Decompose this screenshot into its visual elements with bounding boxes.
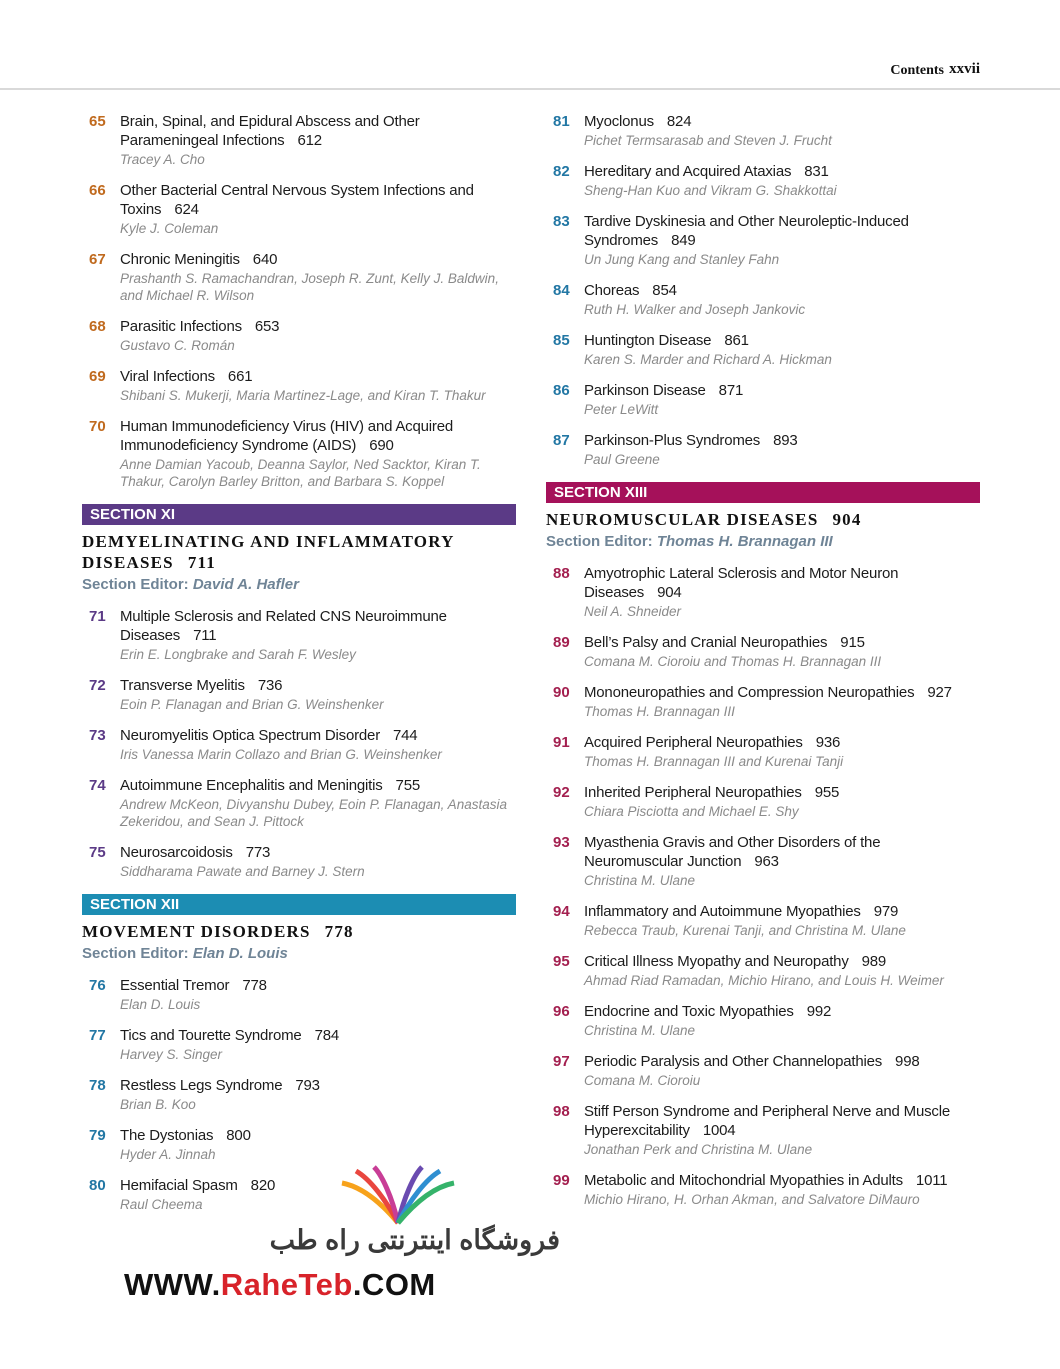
open-book-logo-icon bbox=[338, 1165, 458, 1225]
chapter-authors: Michio Hirano, H. Orhan Akman, and Salvatore DiMauro bbox=[584, 1192, 920, 1207]
chapter-title-line bbox=[120, 607, 516, 645]
chapter-page: 1011 bbox=[915, 1172, 948, 1189]
chapter-number: 77 bbox=[89, 1027, 106, 1044]
chapter-body bbox=[120, 776, 516, 830]
chapter-body bbox=[120, 1126, 516, 1163]
chapter-title-line bbox=[120, 367, 516, 386]
chapter-title: Brain, Spinal, and Epidural Abscess and Other Parameningeal Infections bbox=[120, 113, 420, 149]
chapter-title: Restless Legs Syndrome bbox=[120, 1077, 283, 1094]
chapter-title-line bbox=[584, 331, 980, 350]
chapter-page: 849 bbox=[671, 232, 696, 249]
chapter-title-line bbox=[584, 431, 980, 450]
chapter-page: 989 bbox=[861, 953, 887, 970]
chapter-number: 70 bbox=[89, 418, 106, 435]
chapter-authors: Neil A. Shneider bbox=[584, 604, 682, 619]
header-rule bbox=[0, 88, 1060, 90]
chapter-title-line bbox=[584, 833, 980, 871]
chapter-page: 915 bbox=[840, 634, 865, 651]
chapter-entry[interactable] bbox=[82, 1076, 516, 1113]
chapter-number: 80 bbox=[89, 1177, 106, 1194]
left-entry-list bbox=[82, 112, 516, 490]
chapter-title-line bbox=[584, 112, 980, 131]
chapter-page: 640 bbox=[252, 251, 278, 268]
chapter-entry[interactable] bbox=[82, 181, 516, 237]
page-number: xxvii bbox=[949, 61, 980, 77]
chapter-title-line bbox=[584, 564, 980, 602]
chapter-title-line bbox=[584, 1102, 980, 1140]
chapter-authors: Karen S. Marder and Richard A. Hickman bbox=[584, 352, 832, 367]
section-editor bbox=[546, 533, 980, 550]
section-editor bbox=[82, 576, 516, 593]
chapter-body bbox=[120, 607, 516, 663]
chapter-body bbox=[584, 1052, 980, 1089]
chapter-number: 72 bbox=[89, 677, 106, 694]
chapter-number: 71 bbox=[89, 608, 106, 625]
section-title bbox=[82, 921, 516, 942]
section-editor-name: David A. Hafler bbox=[192, 576, 299, 593]
chapter-page: 773 bbox=[245, 844, 271, 861]
chapter-body bbox=[584, 564, 980, 620]
chapter-number: 79 bbox=[89, 1127, 106, 1144]
chapter-page: 800 bbox=[226, 1127, 251, 1144]
chapter-authors: Christina M. Ulane bbox=[584, 1023, 696, 1038]
chapter-title-line bbox=[584, 1052, 980, 1071]
chapter-number: 88 bbox=[553, 565, 570, 582]
chapter-number: 95 bbox=[553, 953, 570, 970]
chapter-number: 89 bbox=[553, 634, 570, 651]
chapter-number: 73 bbox=[89, 727, 106, 744]
section-editor-name: Thomas H. Brannagan III bbox=[656, 533, 833, 550]
chapter-authors: Ahmad Riad Ramadan, Michio Hirano, and Louis H. Weimer bbox=[584, 973, 944, 988]
section-editor-label: Section Editor: bbox=[82, 576, 189, 593]
chapter-body bbox=[584, 331, 980, 368]
chapter-title: Viral Infections bbox=[120, 368, 215, 385]
chapter-body bbox=[120, 1076, 516, 1113]
chapter-body bbox=[120, 843, 516, 880]
chapter-entry[interactable] bbox=[546, 381, 980, 418]
chapter-body bbox=[584, 683, 980, 720]
chapter-entry[interactable] bbox=[82, 676, 516, 713]
chapter-authors: Ruth H. Walker and Joseph Jankovic bbox=[584, 302, 806, 317]
chapter-body bbox=[584, 1002, 980, 1039]
chapter-page: 1004 bbox=[702, 1122, 736, 1139]
chapter-number: 69 bbox=[89, 368, 106, 385]
chapter-title: Parasitic Infections bbox=[120, 318, 242, 335]
chapter-title-line bbox=[584, 952, 980, 971]
chapter-body bbox=[584, 112, 980, 149]
chapter-body bbox=[584, 212, 980, 268]
chapter-authors: Comana M. Cioroiu bbox=[584, 1073, 701, 1088]
chapter-title-line bbox=[584, 162, 980, 181]
chapter-title-line bbox=[584, 633, 980, 652]
chapter-authors: Christina M. Ulane bbox=[584, 873, 696, 888]
chapter-authors: Gustavo C. Román bbox=[120, 338, 235, 353]
chapter-title: Tics and Tourette Syndrome bbox=[120, 1027, 302, 1044]
section-xi bbox=[82, 504, 516, 880]
chapter-page: 793 bbox=[295, 1077, 320, 1094]
chapter-entry[interactable] bbox=[82, 317, 516, 354]
section-title-text: DEMYELINATING AND INFLAMMATORY DISEASES bbox=[82, 532, 454, 572]
chapter-title-line bbox=[584, 683, 980, 702]
chapter-authors: Brian B. Koo bbox=[120, 1097, 196, 1112]
chapter-page: 612 bbox=[297, 132, 322, 149]
chapter-title-line bbox=[120, 676, 516, 695]
chapter-entry[interactable] bbox=[82, 1026, 516, 1063]
chapter-authors: Sheng-Han Kuo and Vikram G. Shakkottai bbox=[584, 183, 837, 198]
chapter-title-line bbox=[584, 212, 980, 250]
chapter-entry[interactable] bbox=[546, 952, 980, 989]
chapter-title-line bbox=[120, 1076, 516, 1095]
section-page: 711 bbox=[187, 553, 216, 572]
chapter-number: 75 bbox=[89, 844, 106, 861]
chapter-title: Multiple Sclerosis and Related CNS Neuroimmune Diseases bbox=[120, 608, 447, 644]
running-head-title: Contents bbox=[890, 63, 944, 78]
chapter-number: 91 bbox=[553, 734, 570, 751]
chapter-number: 83 bbox=[553, 213, 570, 230]
chapter-entry[interactable] bbox=[82, 112, 516, 168]
chapter-entry[interactable] bbox=[82, 417, 516, 490]
watermark-url bbox=[124, 1267, 436, 1303]
section-editor-label: Section Editor: bbox=[82, 945, 189, 962]
chapter-entry[interactable] bbox=[546, 564, 980, 620]
chapter-number: 87 bbox=[553, 432, 570, 449]
chapter-title: Bell’s Palsy and Cranial Neuropathies bbox=[584, 634, 828, 651]
chapter-body bbox=[584, 833, 980, 889]
chapter-authors: Rebecca Traub, Kurenai Tanji, and Christina M. Ulane bbox=[584, 923, 906, 938]
chapter-body bbox=[584, 381, 980, 418]
chapter-authors: Siddharama Pawate and Barney J. Stern bbox=[120, 864, 365, 879]
chapter-title: Periodic Paralysis and Other Channelopathies bbox=[584, 1053, 883, 1070]
page-header bbox=[0, 56, 1060, 88]
chapter-body bbox=[584, 783, 980, 820]
chapter-title: Endocrine and Toxic Myopathies bbox=[584, 1003, 794, 1020]
chapter-body bbox=[584, 633, 980, 670]
chapter-body bbox=[584, 1171, 980, 1208]
chapter-number: 67 bbox=[89, 251, 106, 268]
chapter-number: 94 bbox=[553, 903, 570, 920]
chapter-authors: Thomas H. Brannagan III bbox=[584, 704, 735, 719]
chapter-authors: Erin E. Longbrake and Sarah F. Wesley bbox=[120, 647, 356, 662]
chapter-authors: Un Jung Kang and Stanley Fahn bbox=[584, 252, 780, 267]
chapter-authors: Raul Cheema bbox=[120, 1197, 203, 1212]
chapter-entry[interactable] bbox=[546, 1102, 980, 1158]
chapter-entry[interactable] bbox=[546, 431, 980, 468]
right-entry-list bbox=[546, 112, 980, 468]
chapter-page: 861 bbox=[724, 332, 749, 349]
chapter-entry[interactable] bbox=[546, 1002, 980, 1039]
chapter-entry[interactable] bbox=[546, 1052, 980, 1089]
chapter-number: 84 bbox=[553, 282, 570, 299]
chapter-page: 778 bbox=[242, 977, 267, 994]
chapter-entry[interactable] bbox=[82, 250, 516, 304]
chapter-title: Transverse Myelitis bbox=[120, 677, 245, 694]
chapter-authors: Thomas H. Brannagan III and Kurenai Tanji bbox=[584, 754, 844, 769]
chapter-title: Mononeuropathies and Compression Neuropathies bbox=[584, 684, 915, 701]
chapter-entry[interactable] bbox=[546, 162, 980, 199]
chapter-authors: Eoin P. Flanagan and Brian G. Weinshenker bbox=[120, 697, 384, 712]
chapter-page: 893 bbox=[773, 432, 798, 449]
chapter-number: 82 bbox=[553, 163, 570, 180]
chapter-page: 824 bbox=[666, 113, 692, 130]
chapter-title: Huntington Disease bbox=[584, 332, 712, 349]
chapter-entry[interactable] bbox=[546, 733, 980, 770]
chapter-authors: Harvey S. Singer bbox=[120, 1047, 223, 1062]
chapter-title: Essential Tremor bbox=[120, 977, 230, 994]
watermark-url-brand: RaheTeb bbox=[220, 1267, 353, 1302]
chapter-authors: Andrew McKeon, Divyanshu Dubey, Eoin P. Flanagan, Anastasia Zekeridou, and Sean J. Pittock bbox=[120, 797, 507, 829]
chapter-body bbox=[120, 1026, 516, 1063]
chapter-page: 998 bbox=[895, 1053, 920, 1070]
chapter-page: 711 bbox=[193, 627, 217, 644]
chapter-page: 736 bbox=[257, 677, 283, 694]
chapter-title-line bbox=[120, 843, 516, 862]
chapter-page: 690 bbox=[369, 437, 394, 454]
section-page: 904 bbox=[832, 510, 862, 529]
chapter-title-line bbox=[120, 112, 516, 150]
chapter-body bbox=[120, 976, 516, 1013]
chapter-page: 936 bbox=[815, 734, 841, 751]
chapter-number: 78 bbox=[89, 1077, 106, 1094]
section-title-text: NEUROMUSCULAR DISEASES bbox=[546, 510, 819, 529]
chapter-page: 624 bbox=[174, 201, 199, 218]
chapter-page: 979 bbox=[873, 903, 899, 920]
chapter-entry[interactable] bbox=[82, 607, 516, 663]
chapter-authors: Pichet Termsarasab and Steven J. Frucht bbox=[584, 133, 832, 148]
chapter-number: 98 bbox=[553, 1103, 570, 1120]
chapter-body bbox=[584, 1102, 980, 1158]
section-xiii bbox=[546, 482, 980, 1208]
chapter-page: 661 bbox=[227, 368, 253, 385]
section-xi-entry-list bbox=[82, 607, 516, 880]
chapter-title-line bbox=[120, 1126, 516, 1145]
chapter-body bbox=[120, 181, 516, 237]
section-title bbox=[546, 509, 980, 530]
chapter-authors: Paul Greene bbox=[584, 452, 660, 467]
chapter-body bbox=[120, 417, 516, 490]
chapter-authors: Elan D. Louis bbox=[120, 997, 201, 1012]
chapter-page: 831 bbox=[804, 163, 829, 180]
section-title-text: MOVEMENT DISORDERS bbox=[82, 922, 311, 941]
chapter-entry[interactable] bbox=[546, 902, 980, 939]
chapter-title: Human Immunodeficiency Virus (HIV) and Acquired Immunodeficiency Syndrome (AIDS) bbox=[120, 418, 453, 454]
chapter-body bbox=[120, 317, 516, 354]
chapter-entry[interactable] bbox=[546, 331, 980, 368]
chapter-title: Myasthenia Gravis and Other Disorders of the Neuromuscular Junction bbox=[584, 834, 881, 870]
chapter-title: Parkinson-Plus Syndromes bbox=[584, 432, 761, 449]
chapter-number: 92 bbox=[553, 784, 570, 801]
chapter-title-line bbox=[120, 181, 516, 219]
chapter-number: 93 bbox=[553, 834, 570, 851]
chapter-authors: Prashanth S. Ramachandran, Joseph R. Zunt, Kelly J. Baldwin, and Michael R. Wilson bbox=[120, 271, 499, 303]
chapter-entry[interactable] bbox=[82, 843, 516, 880]
chapter-entry[interactable] bbox=[546, 783, 980, 820]
left-column bbox=[82, 112, 516, 1226]
right-column bbox=[546, 112, 980, 1221]
chapter-title-line bbox=[120, 976, 516, 995]
chapter-authors: Comana M. Cioroiu and Thomas H. Brannagan III bbox=[584, 654, 882, 669]
chapter-title: Neurosarcoidosis bbox=[120, 844, 233, 861]
chapter-authors: Jonathan Perk and Christina M. Ulane bbox=[584, 1142, 813, 1157]
chapter-entry[interactable] bbox=[546, 633, 980, 670]
chapter-page: 904 bbox=[657, 584, 682, 601]
chapter-title: Chronic Meningitis bbox=[120, 251, 240, 268]
chapter-title-line bbox=[584, 902, 980, 921]
chapter-number: 97 bbox=[553, 1053, 570, 1070]
section-label-bar: SECTION XIII bbox=[546, 482, 980, 503]
chapter-entry[interactable] bbox=[82, 726, 516, 763]
section-xiii-entry-list bbox=[546, 564, 980, 1208]
chapter-authors: Shibani S. Mukerji, Maria Martinez-Lage, and Kiran T. Thakur bbox=[120, 388, 486, 403]
chapter-title: Acquired Peripheral Neuropathies bbox=[584, 734, 803, 751]
chapter-authors: Anne Damian Yacoub, Deanna Saylor, Ned Sacktor, Kiran T. Thakur, Carolyn Barley Britton, and Barbara S. Koppel bbox=[120, 457, 481, 489]
chapter-body bbox=[120, 250, 516, 304]
chapter-title-line bbox=[120, 776, 516, 795]
watermark-url-prefix: WWW. bbox=[124, 1267, 221, 1302]
chapter-number: 76 bbox=[89, 977, 106, 994]
chapter-body bbox=[584, 733, 980, 770]
chapter-title-line bbox=[584, 281, 980, 300]
chapter-body bbox=[584, 162, 980, 199]
chapter-entry[interactable] bbox=[82, 367, 516, 404]
chapter-entry[interactable] bbox=[546, 112, 980, 149]
chapter-body bbox=[584, 281, 980, 318]
chapter-page: 963 bbox=[754, 853, 779, 870]
chapter-page: 854 bbox=[652, 282, 677, 299]
chapter-entry[interactable] bbox=[546, 281, 980, 318]
section-editor bbox=[82, 945, 516, 962]
section-page: 778 bbox=[324, 922, 354, 941]
chapter-body bbox=[120, 112, 516, 168]
chapter-page: 820 bbox=[250, 1177, 276, 1194]
section-label-bar: SECTION XI bbox=[82, 504, 516, 525]
chapter-body bbox=[584, 902, 980, 939]
chapter-entry[interactable] bbox=[546, 833, 980, 889]
chapter-title-line bbox=[120, 726, 516, 745]
chapter-title: Other Bacterial Central Nervous System Infections and Toxins bbox=[120, 182, 474, 218]
chapter-title: Stiff Person Syndrome and Peripheral Nerve and Muscle Hyperexcitability bbox=[584, 1103, 950, 1139]
chapter-title: Critical Illness Myopathy and Neuropathy bbox=[584, 953, 849, 970]
chapter-page: 927 bbox=[927, 684, 952, 701]
chapter-body bbox=[120, 367, 516, 404]
chapter-number: 68 bbox=[89, 318, 106, 335]
chapter-entry[interactable] bbox=[546, 683, 980, 720]
chapter-title-line bbox=[584, 381, 980, 400]
chapter-page: 653 bbox=[254, 318, 280, 335]
chapter-title: Tardive Dyskinesia and Other Neuroleptic-Induced Syndromes bbox=[584, 213, 909, 249]
chapter-title: Autoimmune Encephalitis and Meningitis bbox=[120, 777, 383, 794]
chapter-authors: Chiara Pisciotta and Michael E. Shy bbox=[584, 804, 799, 819]
chapter-entry[interactable] bbox=[82, 976, 516, 1013]
chapter-entry[interactable] bbox=[82, 776, 516, 830]
chapter-title: Hereditary and Acquired Ataxias bbox=[584, 163, 792, 180]
section-label-bar: SECTION XII bbox=[82, 894, 516, 915]
chapter-title-line bbox=[584, 733, 980, 752]
section-title bbox=[82, 531, 516, 573]
chapter-page: 755 bbox=[395, 777, 420, 794]
chapter-number: 96 bbox=[553, 1003, 570, 1020]
chapter-title-line bbox=[120, 250, 516, 269]
chapter-body bbox=[120, 726, 516, 763]
chapter-number: 86 bbox=[553, 382, 570, 399]
chapter-body bbox=[584, 431, 980, 468]
watermark-url-suffix: .COM bbox=[352, 1267, 436, 1302]
watermark bbox=[110, 1165, 560, 1315]
chapter-entry[interactable] bbox=[546, 212, 980, 268]
chapter-number: 65 bbox=[89, 113, 106, 130]
chapter-title: Myoclonus bbox=[584, 113, 654, 130]
chapter-title: Inherited Peripheral Neuropathies bbox=[584, 784, 802, 801]
chapter-title: Parkinson Disease bbox=[584, 382, 706, 399]
chapter-body bbox=[584, 952, 980, 989]
chapter-page: 871 bbox=[718, 382, 744, 399]
chapter-number: 66 bbox=[89, 182, 106, 199]
chapter-number: 90 bbox=[553, 684, 570, 701]
chapter-title: Choreas bbox=[584, 282, 640, 299]
chapter-number: 81 bbox=[553, 113, 570, 130]
chapter-number: 99 bbox=[553, 1172, 570, 1189]
section-editor-name: Elan D. Louis bbox=[192, 945, 288, 962]
chapter-authors: Tracey A. Cho bbox=[120, 152, 205, 167]
chapter-authors: Peter LeWitt bbox=[584, 402, 659, 417]
chapter-title-line bbox=[584, 1171, 980, 1190]
chapter-number: 85 bbox=[553, 332, 570, 349]
chapter-title: Amyotrophic Lateral Sclerosis and Motor Neuron Diseases bbox=[584, 565, 899, 601]
chapter-title-line bbox=[120, 317, 516, 336]
chapter-title: Neuromyelitis Optica Spectrum Disorder bbox=[120, 727, 380, 744]
chapter-title-line bbox=[120, 417, 516, 455]
chapter-page: 784 bbox=[314, 1027, 339, 1044]
chapter-title: Hemifacial Spasm bbox=[120, 1177, 238, 1194]
chapter-title-line bbox=[584, 783, 980, 802]
watermark-persian-text: فروشگاه اینترنتی راه طب bbox=[269, 1225, 560, 1255]
chapter-authors: Kyle J. Coleman bbox=[120, 221, 219, 236]
chapter-title-line bbox=[120, 1026, 516, 1045]
chapter-body bbox=[120, 676, 516, 713]
chapter-page: 992 bbox=[806, 1003, 832, 1020]
chapter-title-line bbox=[584, 1002, 980, 1021]
chapter-entry[interactable] bbox=[546, 1171, 980, 1208]
chapter-entry[interactable] bbox=[82, 1126, 516, 1163]
chapter-title: Inflammatory and Autoimmune Myopathies bbox=[584, 903, 861, 920]
chapter-page: 955 bbox=[814, 784, 840, 801]
chapter-authors: Hyder A. Jinnah bbox=[120, 1147, 216, 1162]
chapter-number: 74 bbox=[89, 777, 106, 794]
chapter-page: 744 bbox=[392, 727, 418, 744]
chapter-authors: Iris Vanessa Marin Collazo and Brian G. Weinshenker bbox=[120, 747, 442, 762]
chapter-title: Metabolic and Mitochondrial Myopathies in Adults bbox=[584, 1172, 903, 1189]
section-editor-label: Section Editor: bbox=[546, 533, 653, 550]
chapter-title: The Dystonias bbox=[120, 1127, 214, 1144]
